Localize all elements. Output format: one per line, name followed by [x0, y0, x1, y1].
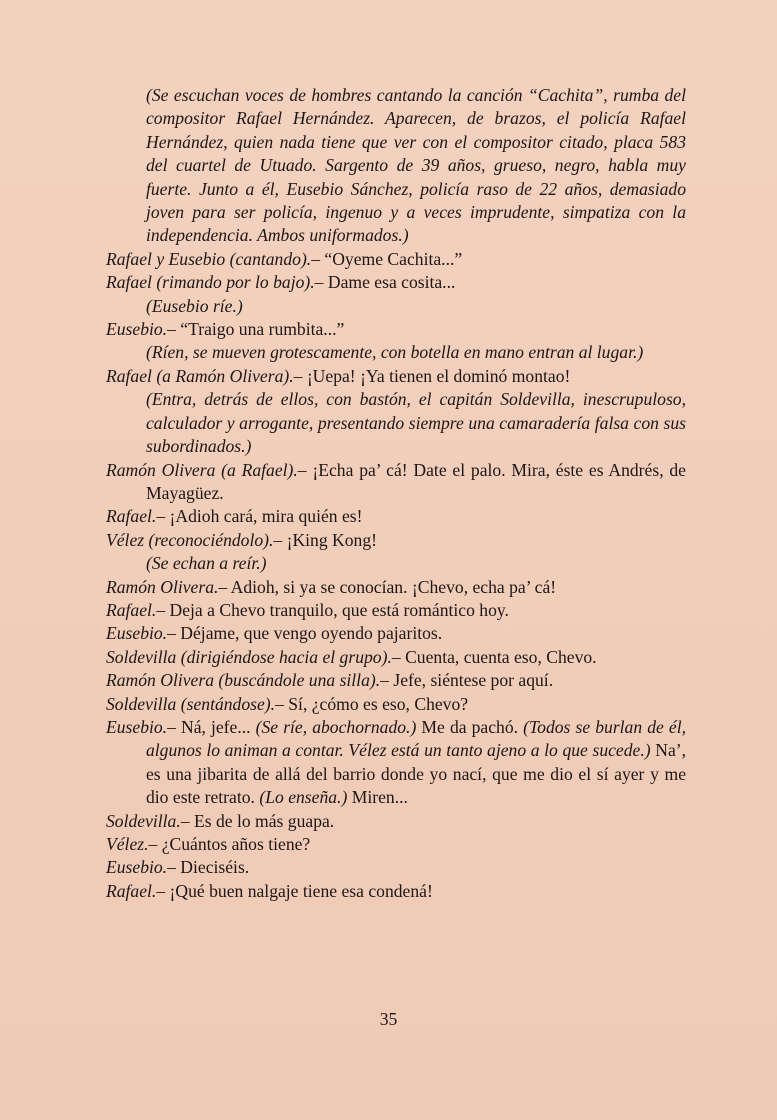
dialogue-line: Ramón Olivera (a Rafael).– ¡Echa pa’ cá! Date el palo. Mira, éste es Andrés, de Mayagüez. — [106, 459, 686, 503]
dialogue: ¡Uepa! ¡Ya tienen el dominó montao! — [306, 365, 571, 386]
dialogue: ¡Adioh cará, mira quién es! — [169, 506, 363, 527]
speaker: Soldevilla (sentándose). — [106, 693, 276, 714]
speaker: Ramón Olivera (a Rafael). — [106, 459, 298, 480]
dialogue: Miren... — [351, 787, 408, 808]
speaker: Rafael. — [106, 506, 157, 527]
speaker: Soldevilla. — [106, 810, 181, 831]
dialogue: Deja a Chevo tranquilo, que está romántico hoy. — [169, 599, 509, 620]
dialogue: Ná, jefe... — [180, 716, 251, 737]
dialogue: Me da pachó. — [421, 716, 519, 737]
dialogue: Es de lo más guapa. — [193, 810, 335, 831]
dialogue-line: Vélez.– ¿Cuántos años tiene? — [106, 834, 311, 854]
dialogue-line: Rafael.– ¡Adioh cará, mira quién es! — [106, 506, 363, 527]
dialogue-line: Soldevilla (dirigiéndose hacia el grupo).– Cuenta, cuenta eso, Chevo. — [106, 646, 597, 667]
dialogue: “Oyeme Cachita...” — [324, 248, 463, 269]
dialogue-line: Soldevilla (sentándose).– Sí, ¿cómo es eso, Chevo? — [106, 693, 469, 714]
stage-direction: (Entra, detrás de ellos, con bastón, el capitán Soldevilla, inescrupuloso, calculador y arrogante, presentando siempre una camaradería falsa con sus subordinados.) — [146, 389, 686, 457]
dialogue: Adioh, si ya se conocían. ¡Chevo, echa pa’ cá! — [230, 576, 557, 597]
speaker: Eusebio. — [106, 319, 168, 340]
stage-direction: (Eusebio ríe.) — [146, 295, 243, 316]
dialogue-line: Vélez (reconociéndolo).– ¡King Kong! — [106, 529, 378, 550]
dialogue: ¡King Kong! — [286, 529, 378, 550]
stage-direction: (Se escuchan voces de hombres cantando la canción “Cachita”, rumba del compositor Rafael Hernández. Aparecen, de brazos, el policía Rafael Hernández, quien nada tiene que ver con el compositor citado, placa 583 del cuartel de Utuado. Sargento de 39 años, grueso, negro, habla muy fuerte. Junto a él, Eusebio Sánchez, policía raso de 22 años, demasiado joven para ser policía, ingenuo y a veces imprudente, simpatiza con la independencia. Ambos uniformados.) — [146, 85, 686, 246]
dialogue: Na’, es una jibarita de allá del barrio donde yo nací, que me dio el sí ayer y me dio este retrato. — [146, 740, 687, 808]
speaker: Soldevilla (dirigiéndose hacia el grupo). — [106, 646, 392, 667]
speaker: Rafael. — [106, 880, 157, 901]
dialogue-line: Eusebio.– Dieciséis. — [106, 857, 250, 878]
inline-direction: (Lo enseña.) — [259, 787, 348, 808]
dialogue: Cuenta, cuenta eso, Chevo. — [405, 646, 597, 667]
speaker: Ramón Olivera. — [106, 576, 219, 597]
dialogue-line: Eusebio.– Ná, jefe... (Se ríe, abochornado.) Me da pachó. (Todos se burlan de él, algunos lo animan a contar. Vélez está un tanto ajeno a lo que sucede.) Na’, es una jibarita de allá del barrio donde yo nací, que me dio el sí ayer y me dio este retrato. (Lo enseña.) Miren... — [106, 716, 687, 808]
speaker: Rafael y Eusebio (cantando). — [106, 248, 312, 269]
speaker: Vélez (reconociéndolo). — [106, 529, 274, 550]
dialogue: ¡Echa pa’ cá! Date el palo. Mira, éste es Andrés, de Mayagüez. — [146, 459, 686, 503]
speaker: Eusebio. — [106, 716, 168, 737]
speaker: Eusebio. — [106, 857, 168, 878]
dialogue-line: Rafael (a Ramón Olivera).– ¡Uepa! ¡Ya tienen el dominó montao! — [106, 365, 571, 386]
dialogue: Déjame, que vengo oyendo pajaritos. — [180, 623, 443, 644]
page-number: 35 — [379, 1009, 398, 1029]
dialogue-line: Eusebio.– Déjame, que vengo oyendo pajaritos. — [106, 623, 443, 644]
dialogue: Dieciséis. — [180, 857, 250, 878]
speaker: Rafael. — [106, 599, 157, 620]
speaker: Eusebio. — [106, 623, 168, 644]
dialogue-line: Rafael (rimando por lo bajo).– Dame esa cosita... — [106, 272, 456, 293]
dialogue: ¿Cuántos años tiene? — [161, 834, 311, 854]
dialogue: Sí, ¿cómo es eso, Chevo? — [288, 693, 469, 714]
dialogue: “Traigo una rumbita...” — [180, 319, 345, 340]
dialogue: Dame esa cosita... — [327, 272, 456, 293]
dialogue: ¡Qué buen nalgaje tiene esa condená! — [169, 880, 433, 901]
inline-direction: (Se ríe, abochornado.) — [255, 716, 417, 737]
dialogue-line: Ramón Olivera (buscándole una silla).– Jefe, siéntese por aquí. — [106, 670, 554, 691]
stage-direction: (Se echan a reír.) — [146, 553, 267, 574]
dialogue-line: Soldevilla.– Es de lo más guapa. — [106, 810, 335, 831]
dialogue-line: Rafael.– ¡Qué buen nalgaje tiene esa condená! — [106, 880, 433, 901]
dialogue-line: Ramón Olivera.– Adioh, si ya se conocían. ¡Chevo, echa pa’ cá! — [106, 576, 557, 597]
stage-direction: (Ríen, se mueven grotescamente, con botella en mano entran al lugar.) — [146, 342, 644, 363]
dialogue-line: Rafael y Eusebio (cantando).– “Oyeme Cachita...” — [106, 248, 463, 269]
speaker: Ramón Olivera (buscándole una silla). — [106, 670, 381, 691]
inline-direction: (Todos se burlan de él, algunos lo animan a contar. Vélez está un tanto ajeno a lo que sucede.) — [146, 716, 687, 761]
speaker: Vélez. — [106, 834, 149, 854]
play-text — [106, 84, 686, 903]
dialogue-line: Eusebio.– “Traigo una rumbita...” — [106, 319, 345, 340]
dialogue: Jefe, siéntese por aquí. — [393, 670, 554, 691]
dialogue-line: Rafael.– Deja a Chevo tranquilo, que está romántico hoy. — [106, 599, 509, 620]
speaker: Rafael (a Ramón Olivera). — [106, 365, 294, 386]
speaker: Rafael (rimando por lo bajo). — [106, 272, 315, 293]
